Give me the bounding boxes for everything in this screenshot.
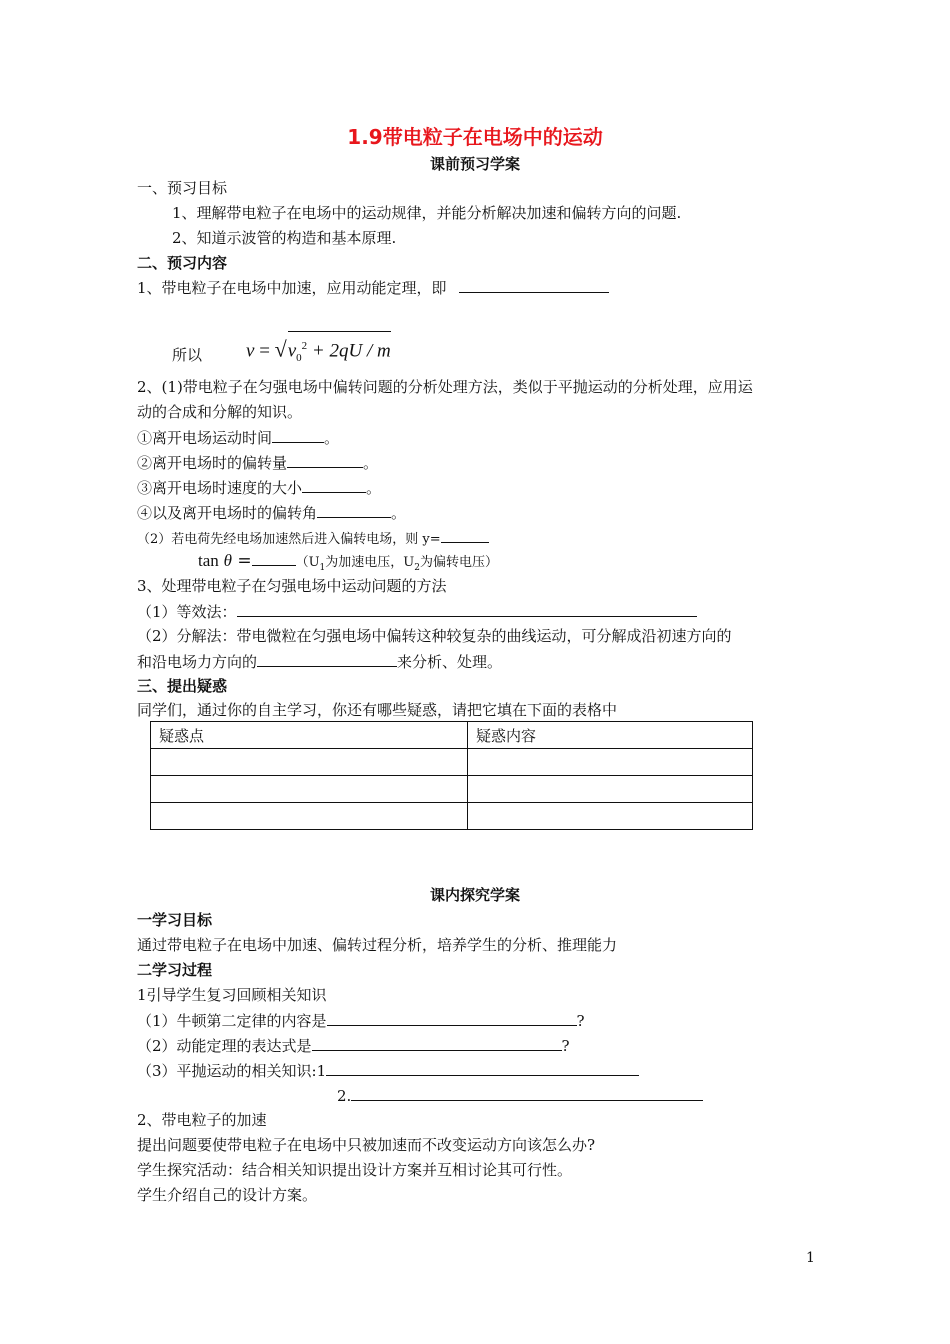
answer-blank[interactable] <box>272 427 324 443</box>
method-decompose-2: 和沿电场力方向的 来分析、处理。 <box>137 653 503 671</box>
process-line-acceleration: 2、带电粒子的加速 <box>137 1111 267 1129</box>
table-row <box>151 803 753 830</box>
table-header-row <box>151 722 753 749</box>
table-row <box>151 749 753 776</box>
section-title-preview: 课前预习学案 <box>429 155 520 173</box>
doubts-table <box>150 721 753 830</box>
formula-radicand: $v_0^2 + 2qU / m$ <box>288 331 391 371</box>
sqrt-sign: √ <box>274 336 287 362</box>
formula-lhs: v <box>246 340 255 362</box>
answer-blank[interactable] <box>351 1085 703 1101</box>
table-cell[interactable] <box>468 776 753 803</box>
velocity-formula <box>246 331 391 371</box>
table-cell[interactable] <box>151 803 468 830</box>
answer-blank[interactable] <box>302 477 366 493</box>
theta-symbol: θ <box>223 551 232 570</box>
answer-blank[interactable] <box>317 502 391 518</box>
suoyi-label: 所以 <box>172 346 203 364</box>
answer-blank[interactable] <box>459 277 609 293</box>
learning-goal-text: 通过带电粒子在电场中加速、偏转过程分析，培养学生的分析、推理能力 <box>137 936 618 954</box>
table-cell[interactable] <box>151 749 468 776</box>
page-number: 1 <box>806 1250 815 1266</box>
question-2-line-1: 2、(1)带电粒子在匀强电场中偏转问题的分析处理方法，类似于平抛运动的分析处理，应用运 <box>137 378 753 396</box>
answer-blank[interactable] <box>237 601 697 617</box>
heading-doubts: 三、提出疑惑 <box>137 677 228 695</box>
item-deflection: ②离开电场时的偏转量 。 <box>137 454 379 472</box>
doubts-intro: 同学们，通过你的自主学习，你还有哪些疑惑，请把它填在下面的表格中 <box>137 701 618 719</box>
table-cell[interactable] <box>151 776 468 803</box>
question-3: 3、处理带电粒子在匀强电场中运动问题的方法 <box>137 577 447 595</box>
heading-learning-goal: 一学习目标 <box>137 911 213 929</box>
method-equivalent: （1）等效法： <box>137 601 697 622</box>
tan-theta-line: $\tan \theta = (U_1$为加速电压，$U_2$为偏转电压） <box>198 551 498 573</box>
goal-item-2: 2、知道示波管的构造和基本原理. <box>172 229 397 247</box>
question-1 <box>137 277 609 298</box>
process-projectile-2: 2. <box>337 1085 703 1106</box>
process-kinetic: （2）动能定理的表达式是 ? <box>137 1037 570 1055</box>
heading-goals: 一、预习目标 <box>137 179 228 197</box>
answer-blank[interactable] <box>441 527 489 543</box>
method-decompose-1: （2）分解法：带电微粒在匀强电场中偏转这种较复杂的曲线运动，可分解成沿初速方向的 <box>137 627 732 645</box>
item-angle: ④以及离开电场时的偏转角 。 <box>137 504 407 522</box>
process-newton: （1）牛顿第二定律的内容是 ? <box>137 1012 585 1030</box>
table-cell[interactable] <box>468 803 753 830</box>
doc-title: 1.9带电粒子在电场中的运动 <box>347 125 603 149</box>
item-time: ①离开电场运动时间 。 <box>137 429 340 447</box>
process-present: 学生介绍自己的设计方案。 <box>137 1186 318 1204</box>
question-2-line-2: 动的合成和分解的知识。 <box>137 403 303 421</box>
heading-content: 二、预习内容 <box>137 254 228 272</box>
formula-eq: = <box>259 340 270 362</box>
item-speed: ③离开电场时速度的大小 。 <box>137 479 382 497</box>
part-2-y: （2）若电荷先经电场加速然后进入偏转电场，则 y= <box>137 527 489 550</box>
tan-label: tan <box>198 551 219 570</box>
section-title-inclass: 课内探究学案 <box>429 886 520 904</box>
answer-blank[interactable] <box>326 1060 639 1076</box>
table-header-content: 疑惑内容 <box>468 722 753 749</box>
goal-item-1: 1、理解带电粒子在电场中的运动规律，并能分析解决加速和偏转方向的问题. <box>172 204 682 222</box>
process-question: 提出问题要使带电粒子在电场中只被加速而不改变运动方向该怎么办? <box>137 1136 596 1154</box>
answer-blank[interactable] <box>252 550 296 566</box>
question-1-text: 1、带电粒子在电场中加速，应用动能定理，即 <box>137 279 447 297</box>
table-row <box>151 776 753 803</box>
process-projectile-1: （3）平抛运动的相关知识:1 <box>137 1060 639 1081</box>
answer-blank[interactable] <box>257 651 397 667</box>
answer-blank[interactable] <box>327 1010 577 1026</box>
heading-learning-process: 二学习过程 <box>137 961 213 979</box>
table-cell[interactable] <box>468 749 753 776</box>
table-header-point: 疑惑点 <box>151 722 468 749</box>
answer-blank[interactable] <box>312 1035 562 1051</box>
process-line-1: 1引导学生复习回顾相关知识 <box>137 986 327 1004</box>
process-activity: 学生探究活动：结合相关知识提出设计方案并互相讨论其可行性。 <box>137 1161 573 1179</box>
answer-blank[interactable] <box>287 452 363 468</box>
